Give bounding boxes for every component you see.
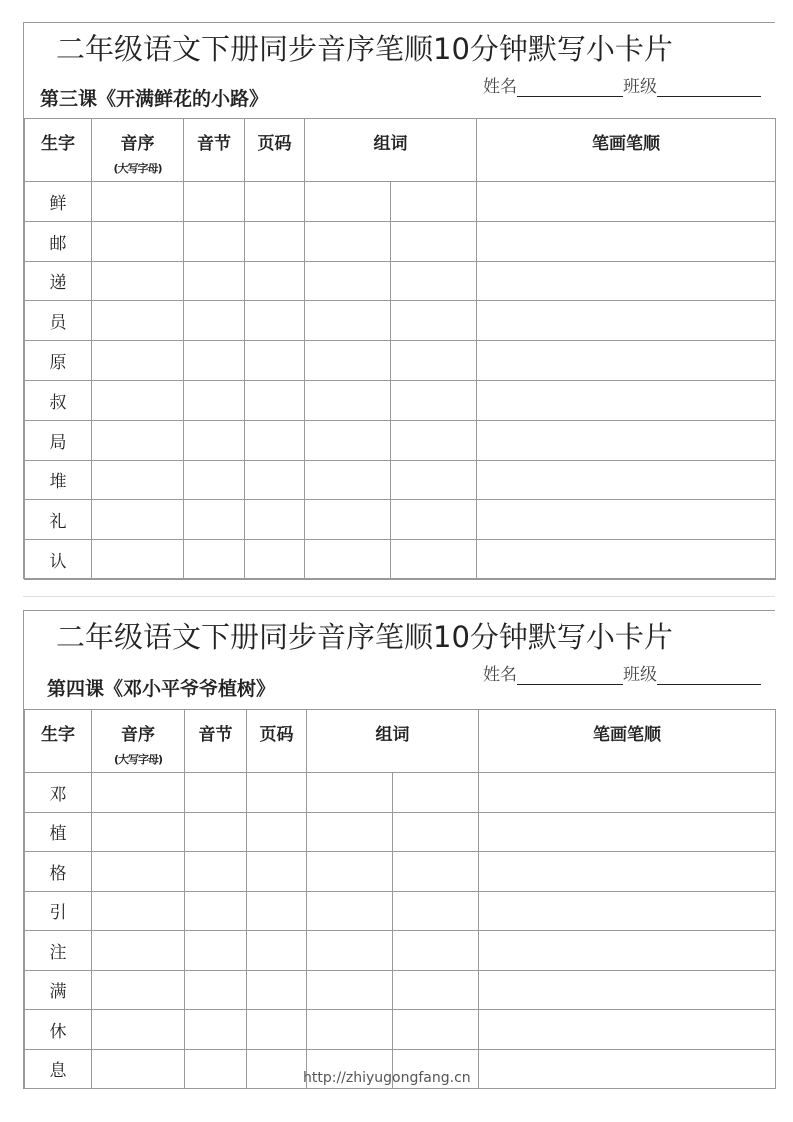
page-cell[interactable] bbox=[247, 812, 307, 852]
word-cell-2[interactable] bbox=[393, 891, 479, 931]
char-cell: 鲜 bbox=[25, 182, 92, 222]
order-cell[interactable] bbox=[92, 341, 184, 381]
syllable-cell[interactable] bbox=[185, 1049, 247, 1089]
word-cell-2[interactable] bbox=[393, 773, 479, 813]
card-separator bbox=[23, 596, 775, 597]
table-row bbox=[25, 341, 776, 381]
header-char: 生字 bbox=[25, 119, 92, 182]
page-cell[interactable] bbox=[245, 540, 305, 580]
name-label: 姓名 bbox=[483, 77, 517, 97]
word-cell-2[interactable] bbox=[391, 380, 477, 420]
order-cell[interactable] bbox=[92, 420, 184, 460]
table-row bbox=[25, 812, 776, 852]
syllable-cell[interactable] bbox=[184, 420, 245, 460]
stroke-cell[interactable] bbox=[479, 970, 776, 1010]
header-page: 页码 bbox=[245, 119, 305, 182]
char-cell: 递 bbox=[25, 261, 92, 301]
table-row bbox=[25, 891, 776, 931]
word-cell-2[interactable] bbox=[393, 812, 479, 852]
char-cell: 邓 bbox=[25, 773, 92, 813]
header-words: 组词 bbox=[307, 710, 479, 773]
table-row bbox=[25, 182, 776, 222]
syllable-cell[interactable] bbox=[185, 812, 247, 852]
word-cell-2[interactable] bbox=[393, 931, 479, 971]
dictation-table bbox=[24, 118, 776, 580]
stroke-cell[interactable] bbox=[477, 540, 776, 580]
page-cell[interactable] bbox=[245, 460, 305, 500]
char-cell: 礼 bbox=[25, 500, 92, 540]
name-blank[interactable] bbox=[517, 79, 623, 97]
word-cell-1[interactable] bbox=[305, 540, 391, 580]
table-row bbox=[25, 540, 776, 580]
word-cell-2[interactable] bbox=[391, 261, 477, 301]
order-cell[interactable] bbox=[92, 221, 184, 261]
page-cell[interactable] bbox=[247, 891, 307, 931]
table-row bbox=[25, 460, 776, 500]
lesson-title: 第四课《邓小平爷爷植树》 bbox=[47, 678, 276, 700]
syllable-cell[interactable] bbox=[185, 891, 247, 931]
stroke-cell[interactable] bbox=[477, 380, 776, 420]
syllable-cell[interactable] bbox=[184, 460, 245, 500]
stroke-cell[interactable] bbox=[477, 221, 776, 261]
order-cell[interactable] bbox=[92, 1010, 185, 1050]
word-cell-2[interactable] bbox=[391, 301, 477, 341]
table-row bbox=[25, 500, 776, 540]
char-cell: 满 bbox=[25, 970, 92, 1010]
table-row bbox=[25, 931, 776, 971]
syllable-cell[interactable] bbox=[184, 540, 245, 580]
syllable-cell[interactable] bbox=[185, 773, 247, 813]
word-cell-1[interactable] bbox=[305, 460, 391, 500]
page-cell[interactable] bbox=[245, 420, 305, 460]
page-cell[interactable] bbox=[247, 931, 307, 971]
header-order: 音序 (大写字母) bbox=[92, 710, 185, 773]
class-label: 班级 bbox=[623, 77, 657, 97]
word-cell-1[interactable] bbox=[305, 301, 391, 341]
order-cell[interactable] bbox=[92, 931, 185, 971]
syllable-cell[interactable] bbox=[185, 852, 247, 892]
card-title: 二年级语文下册同步音序笔顺10分钟默写小卡片 bbox=[56, 620, 673, 654]
order-cell[interactable] bbox=[92, 460, 184, 500]
page-cell[interactable] bbox=[245, 301, 305, 341]
order-cell[interactable] bbox=[92, 891, 185, 931]
word-cell-2[interactable] bbox=[391, 221, 477, 261]
char-cell: 休 bbox=[25, 1010, 92, 1050]
syllable-cell[interactable] bbox=[184, 261, 245, 301]
lesson-title: 第三课《开满鲜花的小路》 bbox=[40, 88, 269, 110]
page-cell[interactable] bbox=[247, 1049, 307, 1089]
syllable-cell[interactable] bbox=[185, 931, 247, 971]
stroke-cell[interactable] bbox=[479, 891, 776, 931]
header-order: 音序 (大写字母) bbox=[92, 119, 184, 182]
order-cell[interactable] bbox=[92, 182, 184, 222]
word-cell-2[interactable] bbox=[391, 540, 477, 580]
word-cell-2[interactable] bbox=[393, 970, 479, 1010]
char-cell: 员 bbox=[25, 301, 92, 341]
stroke-cell[interactable] bbox=[479, 1049, 776, 1089]
syllable-cell[interactable] bbox=[184, 341, 245, 381]
char-cell: 认 bbox=[25, 540, 92, 580]
char-cell: 局 bbox=[25, 420, 92, 460]
name-class-fields bbox=[483, 660, 761, 685]
word-cell-1[interactable] bbox=[305, 261, 391, 301]
char-cell: 植 bbox=[25, 812, 92, 852]
page-cell[interactable] bbox=[245, 221, 305, 261]
page-cell[interactable] bbox=[245, 261, 305, 301]
word-cell-1[interactable] bbox=[305, 221, 391, 261]
class-label: 班级 bbox=[623, 665, 657, 685]
syllable-cell[interactable] bbox=[184, 380, 245, 420]
syllable-cell[interactable] bbox=[184, 301, 245, 341]
footer-url: http://zhiyugongfang.cn bbox=[303, 1070, 471, 1086]
word-cell-1[interactable] bbox=[307, 852, 393, 892]
order-cell[interactable] bbox=[92, 261, 184, 301]
dictation-card-1 bbox=[23, 22, 775, 579]
class-blank[interactable] bbox=[657, 667, 761, 685]
word-cell-1[interactable] bbox=[307, 812, 393, 852]
word-cell-1[interactable] bbox=[305, 182, 391, 222]
page-cell[interactable] bbox=[245, 380, 305, 420]
stroke-cell[interactable] bbox=[477, 420, 776, 460]
stroke-cell[interactable] bbox=[477, 261, 776, 301]
table-row bbox=[25, 420, 776, 460]
stroke-cell[interactable] bbox=[479, 931, 776, 971]
table-row bbox=[25, 261, 776, 301]
word-cell-2[interactable] bbox=[393, 1010, 479, 1050]
header-syllable: 音节 bbox=[185, 710, 247, 773]
header-order-sub: (大写字母) bbox=[113, 162, 162, 175]
word-cell-1[interactable] bbox=[305, 341, 391, 381]
dictation-table bbox=[24, 709, 776, 1089]
word-cell-2[interactable] bbox=[391, 341, 477, 381]
syllable-cell[interactable] bbox=[184, 500, 245, 540]
stroke-cell[interactable] bbox=[477, 500, 776, 540]
order-cell[interactable] bbox=[92, 970, 185, 1010]
word-cell-1[interactable] bbox=[305, 500, 391, 540]
word-cell-2[interactable] bbox=[391, 460, 477, 500]
page-cell[interactable] bbox=[247, 852, 307, 892]
char-cell: 格 bbox=[25, 852, 92, 892]
order-cell[interactable] bbox=[92, 380, 184, 420]
word-cell-2[interactable] bbox=[391, 500, 477, 540]
order-cell[interactable] bbox=[92, 301, 184, 341]
header-char: 生字 bbox=[25, 710, 92, 773]
page-cell[interactable] bbox=[245, 341, 305, 381]
char-cell: 叔 bbox=[25, 380, 92, 420]
header-syllable: 音节 bbox=[184, 119, 245, 182]
stroke-cell[interactable] bbox=[479, 812, 776, 852]
header-words: 组词 bbox=[305, 119, 477, 182]
class-blank[interactable] bbox=[657, 79, 761, 97]
card-title: 二年级语文下册同步音序笔顺10分钟默写小卡片 bbox=[56, 32, 673, 66]
stroke-cell[interactable] bbox=[477, 341, 776, 381]
order-cell[interactable] bbox=[92, 500, 184, 540]
char-cell: 堆 bbox=[25, 460, 92, 500]
stroke-cell[interactable] bbox=[477, 460, 776, 500]
stroke-cell[interactable] bbox=[479, 773, 776, 813]
char-cell: 邮 bbox=[25, 221, 92, 261]
stroke-cell[interactable] bbox=[479, 852, 776, 892]
name-class-fields bbox=[483, 72, 761, 97]
table-row bbox=[25, 380, 776, 420]
header-order-sub: (大写字母) bbox=[113, 753, 163, 766]
char-cell: 注 bbox=[25, 931, 92, 971]
stroke-cell[interactable] bbox=[479, 1010, 776, 1050]
word-cell-1[interactable] bbox=[307, 891, 393, 931]
word-cell-1[interactable] bbox=[307, 773, 393, 813]
order-cell[interactable] bbox=[92, 852, 185, 892]
header-strokes: 笔画笔顺 bbox=[477, 119, 776, 182]
header-page: 页码 bbox=[247, 710, 307, 773]
table-row bbox=[25, 221, 776, 261]
page-cell[interactable] bbox=[247, 970, 307, 1010]
stroke-cell[interactable] bbox=[477, 182, 776, 222]
header-strokes: 笔画笔顺 bbox=[479, 710, 776, 773]
table-row bbox=[25, 773, 776, 813]
table-row bbox=[25, 970, 776, 1010]
word-cell-1[interactable] bbox=[307, 1010, 393, 1050]
word-cell-2[interactable] bbox=[391, 420, 477, 460]
page-cell[interactable] bbox=[247, 773, 307, 813]
name-blank[interactable] bbox=[517, 667, 623, 685]
char-cell: 息 bbox=[25, 1049, 92, 1089]
order-cell[interactable] bbox=[92, 773, 185, 813]
char-cell: 引 bbox=[25, 891, 92, 931]
word-cell-1[interactable] bbox=[307, 931, 393, 971]
word-cell-2[interactable] bbox=[391, 182, 477, 222]
table-row bbox=[25, 301, 776, 341]
name-label: 姓名 bbox=[483, 665, 517, 685]
dictation-card-2 bbox=[23, 610, 775, 1089]
table-row bbox=[25, 1010, 776, 1050]
word-cell-1[interactable] bbox=[307, 970, 393, 1010]
order-cell[interactable] bbox=[92, 812, 185, 852]
table-row bbox=[25, 852, 776, 892]
stroke-cell[interactable] bbox=[477, 301, 776, 341]
page-cell[interactable] bbox=[245, 500, 305, 540]
syllable-cell[interactable] bbox=[184, 221, 245, 261]
word-cell-2[interactable] bbox=[393, 852, 479, 892]
char-cell: 原 bbox=[25, 341, 92, 381]
syllable-cell[interactable] bbox=[185, 1010, 247, 1050]
page-cell[interactable] bbox=[245, 182, 305, 222]
page-cell[interactable] bbox=[247, 1010, 307, 1050]
word-cell-1[interactable] bbox=[305, 420, 391, 460]
syllable-cell[interactable] bbox=[184, 182, 245, 222]
word-cell-1[interactable] bbox=[305, 380, 391, 420]
order-cell[interactable] bbox=[92, 540, 184, 580]
syllable-cell[interactable] bbox=[185, 970, 247, 1010]
order-cell[interactable] bbox=[92, 1049, 185, 1089]
